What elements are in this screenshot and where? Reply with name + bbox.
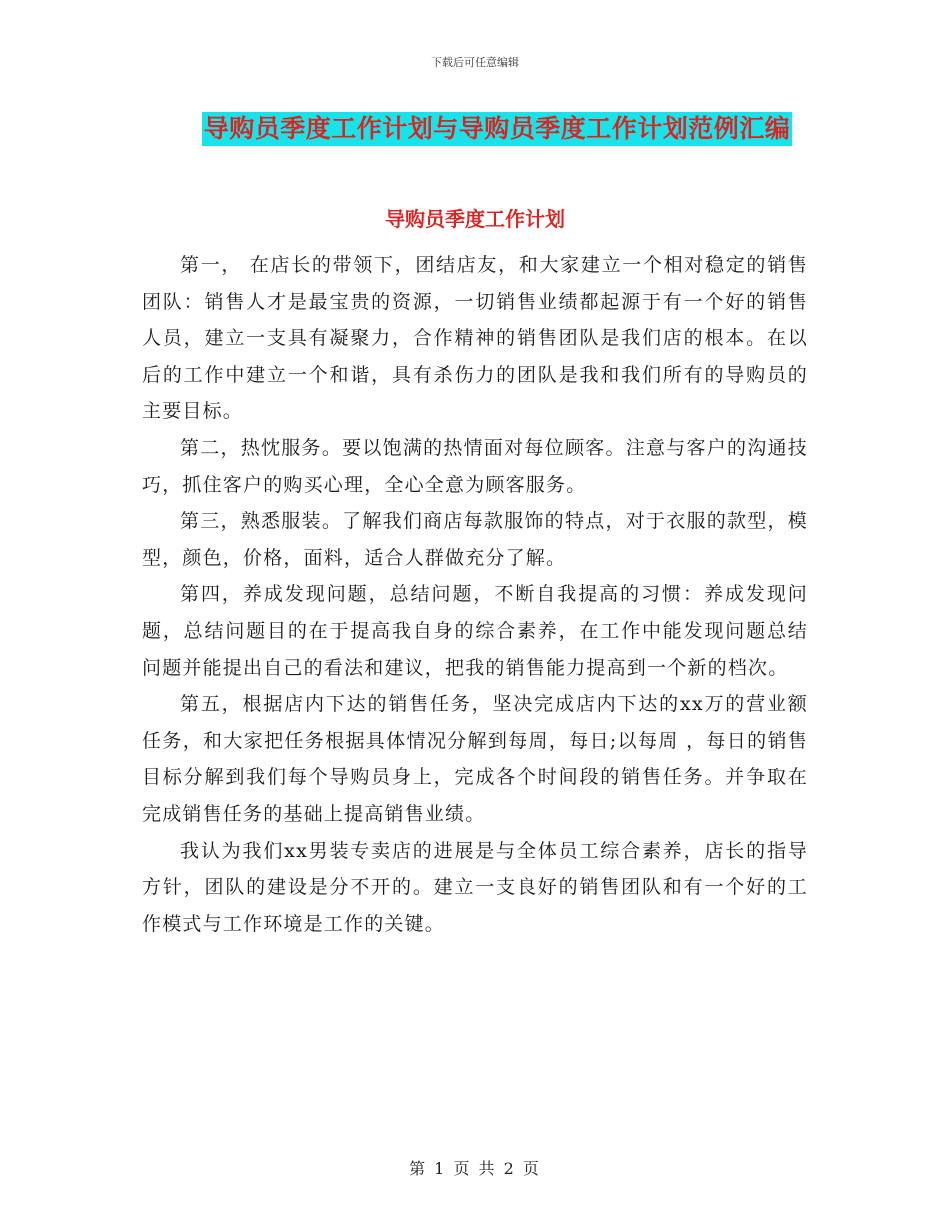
main-title: 导购员季度工作计划与导购员季度工作计划范例汇编 (202, 112, 793, 146)
paragraph-5: 第五，根据店内下达的销售任务，坚决完成店内下达的xx万的营业额任务，和大家把任务根据具体情况分解到每周，每日;以每周 ，每日的销售目标分解到我们每个导购员身上，完成各个时间段的销售任务。并争取在完成销售任务的基础上提高销售业绩。 (142, 693, 808, 825)
page-header-note: 下载后可任意编辑 (431, 56, 519, 69)
paragraph-3: 第三，熟悉服装。了解我们商店每款服饰的特点，对于衣服的款型，模型，颜色，价格，面料，适合人群做充分了解。 (142, 510, 808, 569)
paragraph-4: 第四，养成发现问题，总结问题，不断自我提高的习惯：养成发现问题，总结问题目的在于提高我自身的综合素养，在工作中能发现问题总结问题并能提出自己的看法和建议，把我的销售能力提高到一个新的档次。 (142, 583, 808, 679)
page-number-footer: 第 1 页 共 2 页 (409, 1159, 541, 1178)
paragraph-6: 我认为我们xx男装专卖店的进展是与全体员工综合素养，店长的指导方针，团队的建设是分不开的。建立一支良好的销售团队和有一个好的工作模式与工作环境是工作的关键。 (142, 839, 808, 935)
paragraph-2: 第二，热忱服务。要以饱满的热情面对每位顾客。注意与客户的沟通技巧，抓住客户的购买心理，全心全意为顾客服务。 (142, 436, 808, 496)
paragraph-1: 第一， 在店长的带领下，团结店友，和大家建立一个相对稳定的销售团队：销售人才是最宝贵的资源，一切销售业绩都起源于有一个好的销售人员，建立一支具有凝聚力，合作精神的销售团队是我们店的根本。在以后的工作中建立一个和谐，具有杀伤力的团队是我和我们所有的导购员的主要目标。 (142, 254, 808, 423)
main-title-container (0, 112, 950, 146)
section-title: 导购员季度工作计划 (385, 207, 565, 231)
document-body (142, 247, 808, 942)
